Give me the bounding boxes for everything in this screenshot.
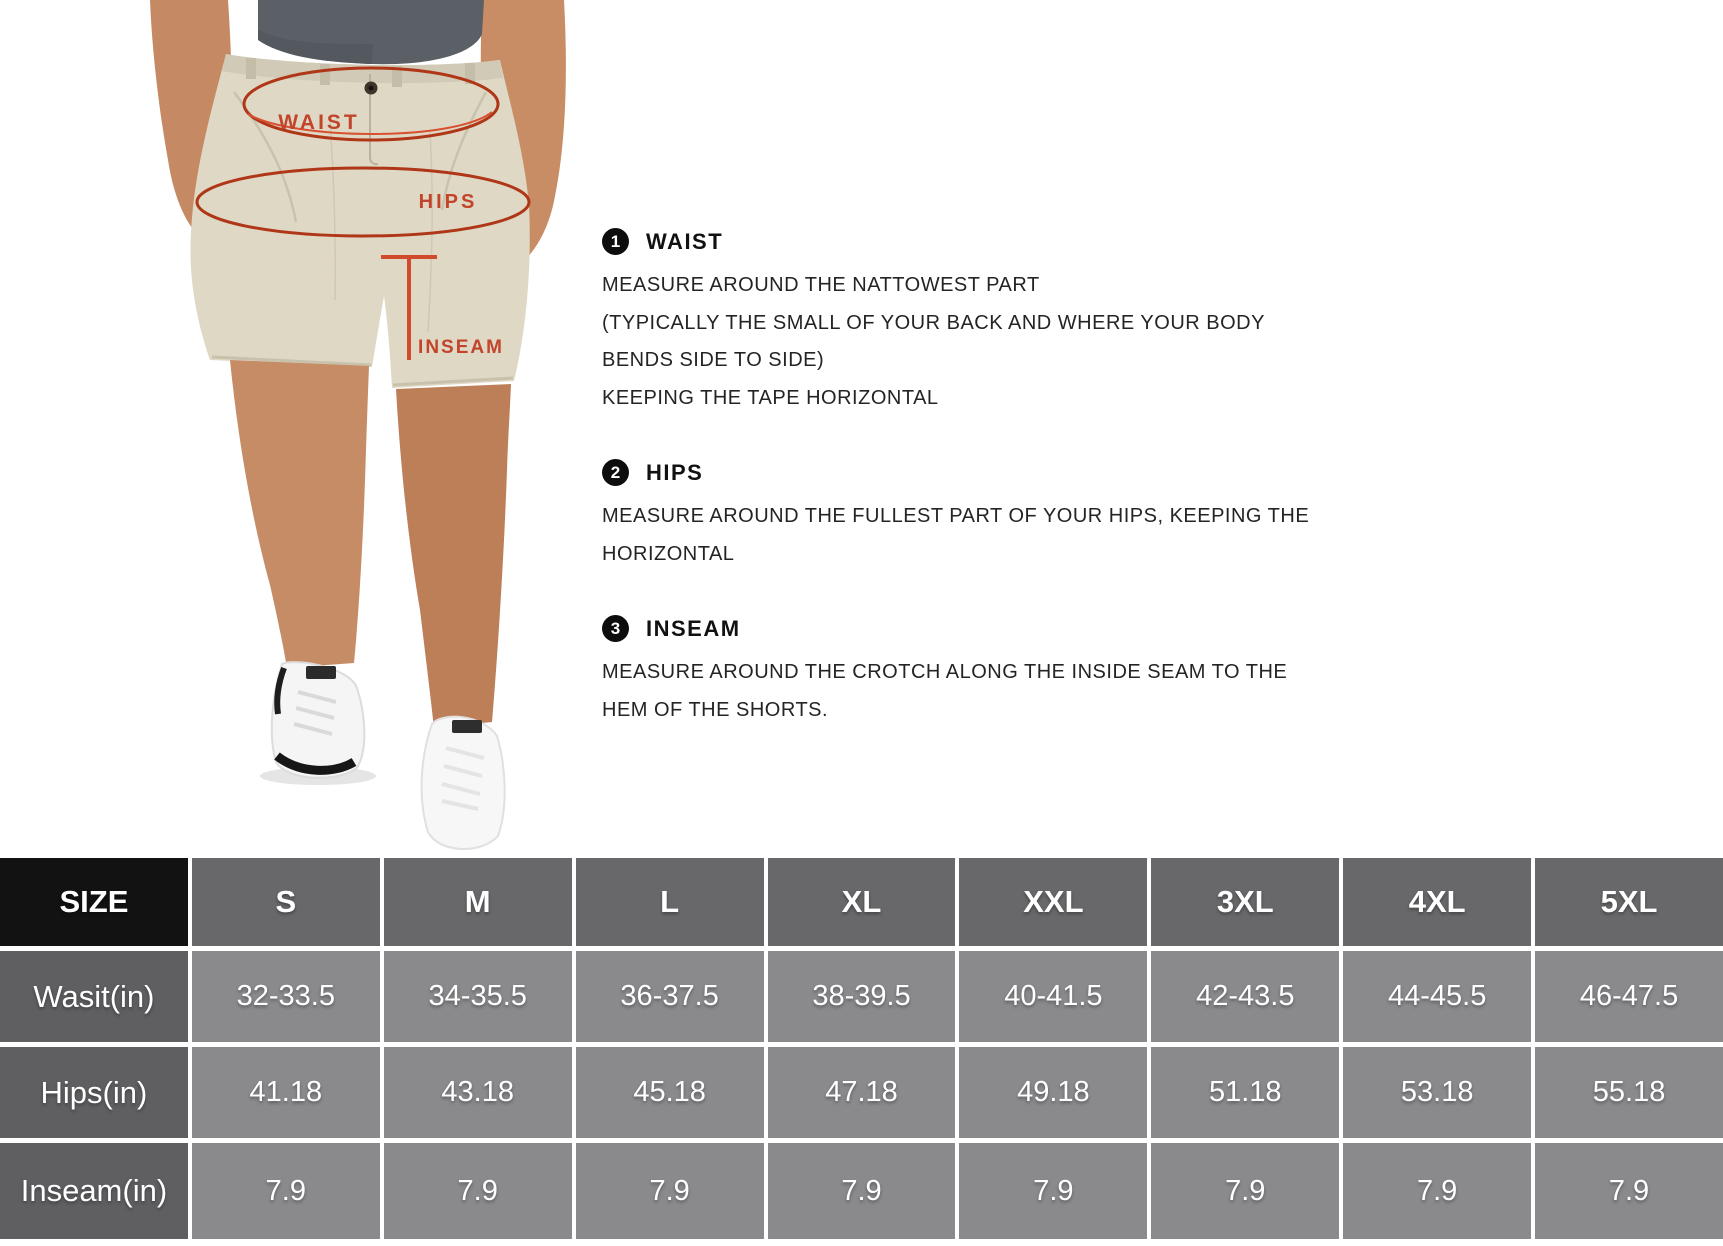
size-col-header-4xl: 4XL <box>1343 858 1531 946</box>
hips-value-cell: 55.18 <box>1535 1047 1723 1138</box>
inseam-annotation-label: INSEAM <box>418 337 504 358</box>
size-col-header-xl: XL <box>768 858 956 946</box>
inseam-value-cell: 7.9 <box>1343 1143 1531 1239</box>
guide-text-line: KEEPING THE TAPE HORIZONTAL <box>602 386 939 409</box>
guide-text-line: MEASURE AROUND THE CROTCH ALONG THE INSIDE SEAM TO THE <box>602 661 1288 683</box>
step-2-number-badge: 2 <box>602 459 629 486</box>
guide-text-line: HEM OF THE SHORTS. <box>602 698 829 721</box>
waist-value-cell: 38-39.5 <box>768 951 956 1042</box>
size-col-header-s: S <box>192 858 380 946</box>
guide-section-hips <box>602 459 1442 573</box>
waist-value-cell: 36-37.5 <box>576 951 764 1042</box>
waist-value-cell: 32-33.5 <box>192 951 380 1042</box>
waist-button-center <box>369 86 374 91</box>
hips-annotation-label: HIPS <box>418 191 478 213</box>
hips-value-cell: 51.18 <box>1151 1047 1339 1138</box>
guide-text-line: BENDS SIDE TO SIDE) <box>602 349 825 371</box>
measuring-guide <box>602 228 1442 729</box>
waist-annotation-label: WAIST <box>278 111 360 134</box>
size-col-header-m: M <box>384 858 572 946</box>
guide-section-title-hips: HIPS <box>646 459 704 485</box>
front-leg <box>230 360 369 668</box>
hips-value-cell: 43.18 <box>384 1047 572 1138</box>
step-3-number-badge: 3 <box>602 615 629 642</box>
belt-loop <box>320 64 330 85</box>
inseam-value-cell: 7.9 <box>959 1143 1147 1239</box>
guide-text-line: MEASURE AROUND THE NATTOWEST PART <box>602 274 1040 296</box>
back-leg <box>396 384 511 728</box>
row-label-waist: Wasit(in) <box>0 951 188 1042</box>
size-col-header-5xl: 5XL <box>1535 858 1723 946</box>
guide-section-inseam <box>602 615 1442 729</box>
size-chart-table <box>0 858 1723 1246</box>
waist-value-cell: 42-43.5 <box>1151 951 1339 1042</box>
right-shoe-tongue-tag <box>452 720 482 733</box>
hips-value-cell: 49.18 <box>959 1047 1147 1138</box>
right-shoe <box>422 717 505 849</box>
size-header-cell: SIZE <box>0 858 188 946</box>
guide-section-waist <box>602 228 1442 417</box>
size-col-header-3xl: 3XL <box>1151 858 1339 946</box>
inseam-value-cell: 7.9 <box>576 1143 764 1239</box>
step-1-number-badge: 1 <box>602 228 629 255</box>
row-label-hips: Hips(in) <box>0 1047 188 1138</box>
hips-value-cell: 45.18 <box>576 1047 764 1138</box>
waist-value-cell: 40-41.5 <box>959 951 1147 1042</box>
inseam-value-cell: 7.9 <box>1535 1143 1723 1239</box>
waist-value-cell: 34-35.5 <box>384 951 572 1042</box>
size-col-header-xxl: XXL <box>959 858 1147 946</box>
inseam-value-cell: 7.9 <box>192 1143 380 1239</box>
waist-value-cell: 46-47.5 <box>1535 951 1723 1042</box>
left-shoe-tongue-tag <box>306 666 336 679</box>
hips-value-cell: 47.18 <box>768 1047 956 1138</box>
guide-text-line: (TYPICALLY THE SMALL OF YOUR BACK AND WHERE YOUR BODY <box>602 311 1265 334</box>
guide-text-line: HORIZONTAL <box>602 542 735 565</box>
belt-loop <box>246 58 256 79</box>
guide-section-title-inseam: INSEAM <box>646 615 741 641</box>
guide-text-line: MEASURE AROUND THE FULLEST PART OF YOUR HIPS, KEEPING THE <box>602 505 1310 527</box>
guide-section-title-waist: WAIST <box>646 228 724 254</box>
inseam-value-cell: 7.9 <box>384 1143 572 1239</box>
hips-value-cell: 41.18 <box>192 1047 380 1138</box>
size-col-header-l: L <box>576 858 764 946</box>
hips-value-cell: 53.18 <box>1343 1047 1531 1138</box>
waist-value-cell: 44-45.5 <box>1343 951 1531 1042</box>
inseam-value-cell: 7.9 <box>768 1143 956 1239</box>
row-label-inseam: Inseam(in) <box>0 1143 188 1239</box>
inseam-value-cell: 7.9 <box>1151 1143 1339 1239</box>
model-photo <box>130 0 600 858</box>
